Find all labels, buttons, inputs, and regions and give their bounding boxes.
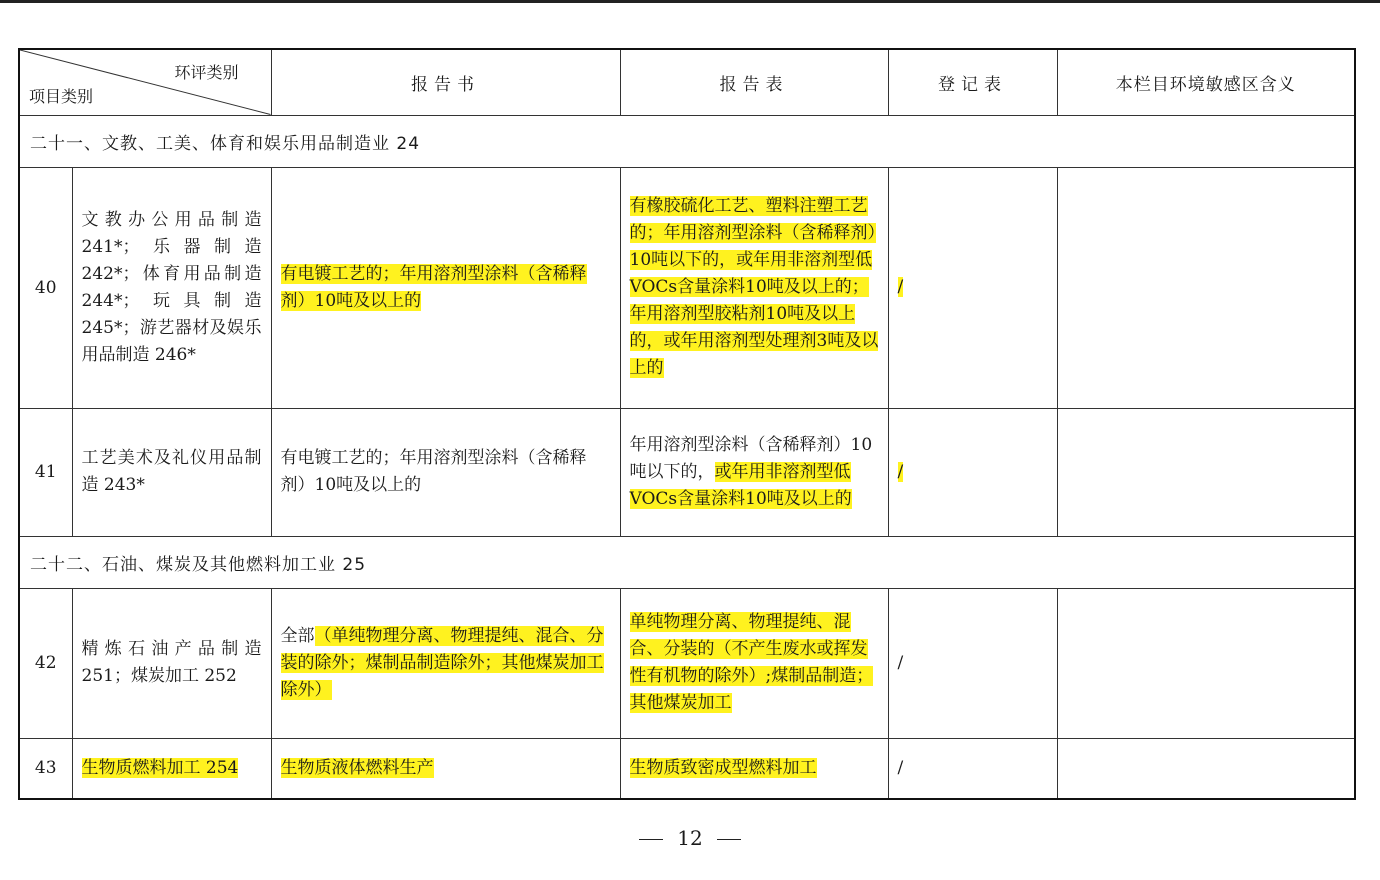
- row-number: 41: [19, 408, 72, 536]
- footer-dash-left: [639, 839, 663, 840]
- corner-top-label: 环评类别: [174, 63, 239, 82]
- section-row: [19, 536, 1355, 588]
- project-category: 工艺美术及礼仪用品制造 243*: [72, 408, 271, 536]
- section-title: 二十一、文教、工美、体育和娱乐用品制造业 24: [19, 115, 1355, 167]
- sensitive-cell: [1057, 167, 1355, 408]
- corner-bottom-label: 项目类别: [29, 86, 94, 106]
- report-book-cell: [271, 167, 620, 408]
- highlighted-text: 单纯物理分离、物理提纯、混合、分装的（不产生废水或挥发性有机物的除外）;煤制品制造；其他煤炭加工: [629, 612, 874, 713]
- highlighted-text: 有电镀工艺的；年用溶剂型涂料（含稀释剂）10吨及以上的: [280, 263, 587, 311]
- project-category: 文教办公用品制造241*；乐器制造242*；体育用品制造244*；玩具制造245*；游艺器材及娱乐用品制造 246*: [72, 167, 271, 408]
- highlighted-text: 生物质液体燃料生产: [280, 757, 434, 778]
- project-category: 精炼石油产品制造251；煤炭加工 252: [72, 588, 271, 738]
- register-cell: [888, 167, 1057, 408]
- col-header-register: 登记表: [888, 49, 1057, 115]
- table-row: [19, 167, 1355, 408]
- report-form-cell: [620, 408, 888, 536]
- page-footer: [0, 826, 1380, 850]
- plain-text: 年用溶剂型涂料（含稀释剂）10吨以下的，: [629, 434, 873, 482]
- register-cell: /: [888, 588, 1057, 738]
- footer-dash-right: [717, 839, 741, 840]
- col-header-report-book: 报告书: [271, 49, 620, 115]
- highlighted-text: /: [897, 277, 904, 297]
- highlighted-text: 生物质燃料加工 254: [81, 757, 239, 778]
- highlighted-text: 生物质致密成型燃料加工: [629, 757, 817, 778]
- highlighted-text: 或年用非溶剂型低VOCs含量涂料10吨及以上的: [629, 461, 852, 509]
- sensitive-cell: [1057, 408, 1355, 536]
- register-cell: [888, 408, 1057, 536]
- highlighted-text: （单纯物理分离、物理提纯、混合、分装的除外；煤制品制造除外；其他煤炭加工除外）: [280, 625, 604, 700]
- highlighted-text: 有橡胶硫化工艺、塑料注塑工艺的；年用溶剂型涂料（含稀释剂）10吨以下的，或年用非溶剂型低VOCs含量涂料10吨及以上的；年用溶剂型胶粘剂10吨及以上的，或年用溶剂型处理剂3吨及以上的: [629, 196, 879, 378]
- register-cell: /: [888, 738, 1057, 799]
- row-number: 42: [19, 588, 72, 738]
- row-number: 40: [19, 167, 72, 408]
- project-category: [72, 738, 271, 799]
- section-row: [19, 115, 1355, 167]
- sensitive-cell: [1057, 738, 1355, 799]
- top-border-line: [0, 0, 1380, 3]
- col-header-sensitive: 本栏目环境敏感区含义: [1057, 49, 1355, 115]
- table-row: [19, 408, 1355, 536]
- report-book-cell: [271, 738, 620, 799]
- highlighted-text: /: [897, 461, 904, 482]
- header-row: [19, 49, 1355, 115]
- col-header-report-form: 报告表: [620, 49, 888, 115]
- report-book-cell: [271, 588, 620, 738]
- section-title: 二十二、石油、煤炭及其他燃料加工业 25: [19, 536, 1355, 588]
- report-form-cell: [620, 738, 888, 799]
- sensitive-cell: [1057, 588, 1355, 738]
- corner-header-cell: [19, 49, 271, 115]
- plain-text: 全部: [280, 625, 315, 646]
- page-number: 12: [677, 826, 703, 850]
- table-row: [19, 738, 1355, 799]
- report-form-cell: [620, 167, 888, 408]
- row-number: 43: [19, 738, 72, 799]
- table-row: [19, 588, 1355, 738]
- report-book-cell: 有电镀工艺的；年用溶剂型涂料（含稀释剂）10吨及以上的: [271, 408, 620, 536]
- eia-category-table: [18, 48, 1356, 800]
- report-form-cell: [620, 588, 888, 738]
